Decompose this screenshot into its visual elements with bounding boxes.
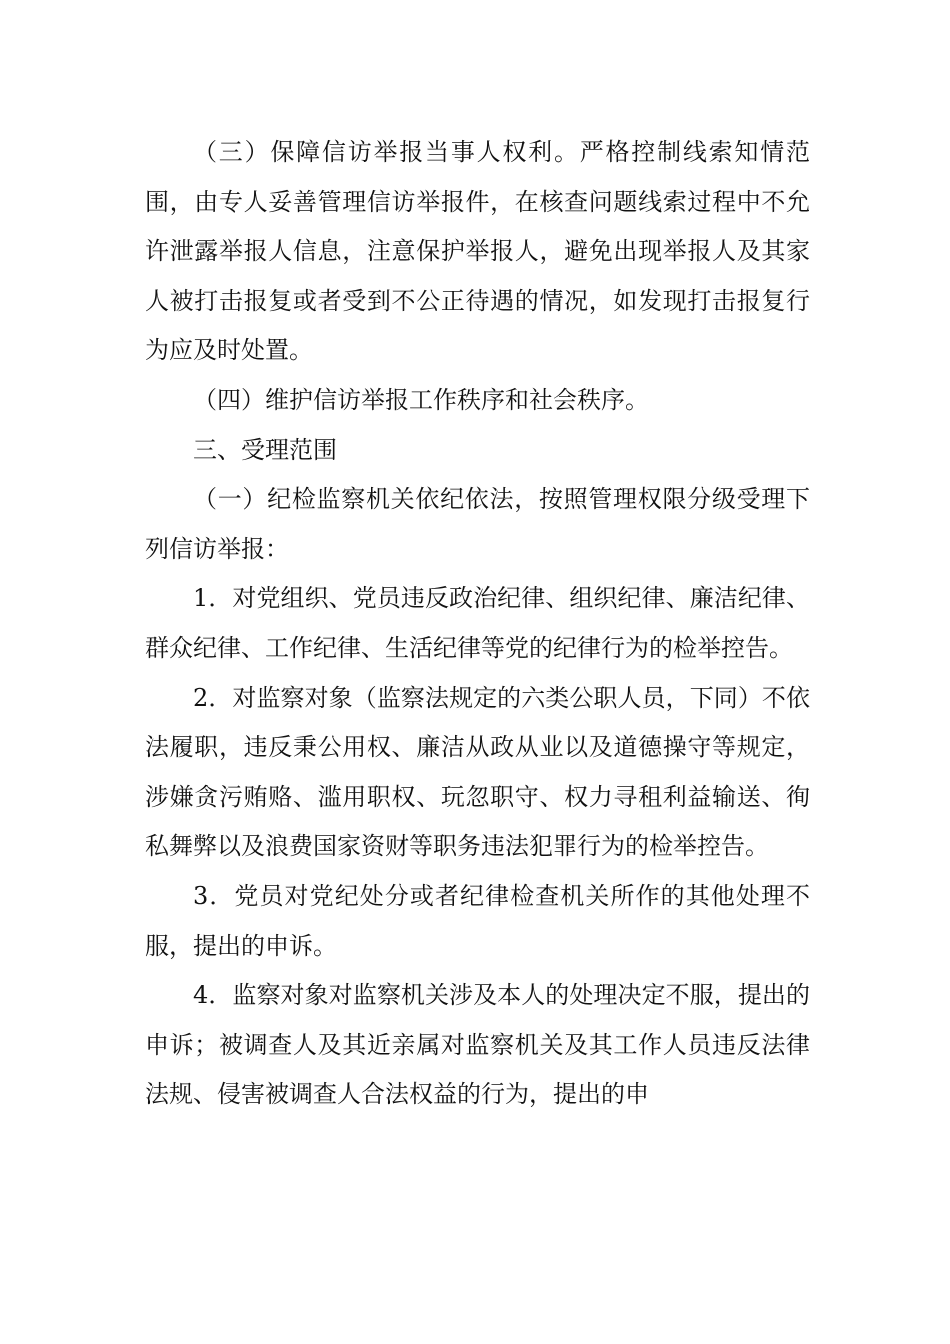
paragraph-rights-protection: （三）保障信访举报当事人权利。严格控制线索知情范围，由专人妥善管理信访举报件，在核查问题线索过程中不允许泄露举报人信息，注意保护举报人，避免出现举报人及其家人被打击报复或者受到不公正待遇的情况，如发现打击报复行为应及时处置。 — [145, 138, 810, 365]
section-heading-acceptance-scope: 三、受理范围 — [193, 435, 337, 464]
list-item-4: 4．监察对象对监察机关涉及本人的处理决定不服，提出的申诉；被调查人及其近亲属对监察机关及其工作人员违反法律法规、侵害被调查人合法权益的行为，提出的申 — [145, 981, 810, 1109]
document-page — [145, 128, 810, 1120]
list-item-2: 2．对监察对象（监察法规定的六类公职人员，下同）不依法履职，违反秉公用权、廉洁从政从业以及道德操守等规定，涉嫌贪污贿赂、滥用职权、玩忽职守、权力寻租利益输送、徇私舞弊以及浪费国家资财等职务违法犯罪行为的检举控告。 — [145, 683, 810, 861]
paragraph-maintain-order: （四）维护信访举报工作秩序和社会秩序。 — [193, 385, 649, 414]
paragraph-acceptance-intro: （一）纪检监察机关依纪依法，按照管理权限分级受理下列信访举报： — [145, 485, 810, 563]
list-item-1: 1．对党组织、党员违反政治纪律、组织纪律、廉洁纪律、群众纪律、工作纪律、生活纪律等党的纪律行为的检举控告。 — [145, 584, 810, 662]
list-item-3: 3．党员对党纪处分或者纪律检查机关所作的其他处理不服，提出的申诉。 — [145, 881, 810, 960]
